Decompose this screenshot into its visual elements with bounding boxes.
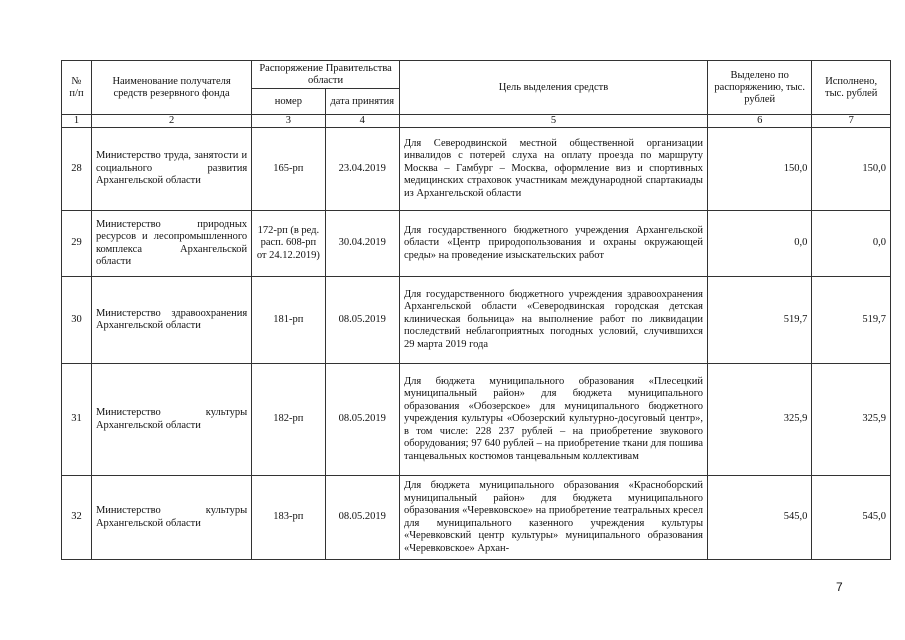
row-purpose: Для бюджета муниципального образования «Красноборский муниципальный район» для бюджета муниципального образования «Черевковское» на приобретение театральных кресел для муниципального казенного учреждения культуры «Черевковский центр культуры» муниципального образования «Черевковское» Архан- (399, 476, 707, 560)
row-order-number: 165-рп (252, 128, 325, 211)
row-purpose: Для государственного бюджетного учреждения Архангельской области «Центр природопользования и охраны окружающей среды» на проведение изыскательских работ (399, 211, 707, 277)
row-order-number: 181-рп (252, 277, 325, 364)
row-recipient: Министерство культуры Архангельской области (91, 364, 251, 476)
row-order-date: 08.05.2019 (325, 277, 399, 364)
row-purpose: Для государственного бюджетного учреждения здравоохранения Архангельской области «Северодвинская городская детская клиническая больница» на выполнение работ по ликвидации последствий неблагоприятных погодных условий, случившихся 29 марта 2019 года (399, 277, 707, 364)
row-num: 30 (62, 277, 92, 364)
header-order-group: Распоряжение Правительства области (252, 61, 400, 89)
row-executed: 150,0 (812, 128, 891, 211)
row-purpose: Для Северодвинской местной общественной организации инвалидов с потерей слуха на оплату проезда по маршруту Москва – Гамбург – Москва, оформление виз и спортивных медицинских страховок участникам международной спартакиады из Архангельской области (399, 128, 707, 211)
header-order-number: номер (252, 89, 325, 115)
column-number: 3 (252, 115, 325, 128)
row-allocated: 545,0 (708, 476, 812, 560)
row-allocated: 519,7 (708, 277, 812, 364)
table-row (62, 211, 891, 277)
row-recipient: Министерство труда, занятости и социального развития Архангельской области (91, 128, 251, 211)
header-purpose: Цель выделения средств (399, 61, 707, 115)
table-row (62, 476, 891, 560)
row-executed: 0,0 (812, 211, 891, 277)
column-number: 7 (812, 115, 891, 128)
row-num: 29 (62, 211, 92, 277)
header-num: № п/п (62, 61, 92, 115)
row-num: 28 (62, 128, 92, 211)
header-allocated: Выделено по распоряжению, тыс. рублей (708, 61, 812, 115)
table-row (62, 364, 891, 476)
header-recipient: Наименование получателя средств резервного фонда (91, 61, 251, 115)
row-num: 31 (62, 364, 92, 476)
column-number: 6 (708, 115, 812, 128)
row-executed: 545,0 (812, 476, 891, 560)
row-purpose: Для бюджета муниципального образования «Плесецкий муниципальный район» для бюджета муниципального образования «Обозерское» для муниципального бюджетного учреждения культуры «Обозерский культурно-досуговый центр», в том числе: 228 237 рублей – на приобретение звукового оборудования; 97 640 рублей – на приобретение ткани для пошива танцевальных костюмов танцевальным коллективам (399, 364, 707, 476)
row-order-number: 172-рп (в ред. расп. 608-рп от 24.12.2019) (252, 211, 325, 277)
page-number: 7 (836, 580, 843, 594)
column-number: 5 (399, 115, 707, 128)
row-order-date: 08.05.2019 (325, 364, 399, 476)
row-recipient: Министерство культуры Архангельской области (91, 476, 251, 560)
table-row (62, 128, 891, 211)
row-executed: 325,9 (812, 364, 891, 476)
table-row (62, 277, 891, 364)
row-order-date: 08.05.2019 (325, 476, 399, 560)
row-order-date: 30.04.2019 (325, 211, 399, 277)
row-executed: 519,7 (812, 277, 891, 364)
header-executed: Исполнено, тыс. рублей (812, 61, 891, 115)
header-order-date: дата принятия (325, 89, 399, 115)
row-recipient: Министерство природных ресурсов и лесопромышленного комплекса Архангельской области (91, 211, 251, 277)
reserve-fund-table (61, 60, 891, 560)
row-order-number: 182-рп (252, 364, 325, 476)
column-number: 2 (91, 115, 251, 128)
row-allocated: 0,0 (708, 211, 812, 277)
row-order-number: 183-рп (252, 476, 325, 560)
row-recipient: Министерство здравоохранения Архангельской области (91, 277, 251, 364)
row-order-date: 23.04.2019 (325, 128, 399, 211)
row-allocated: 150,0 (708, 128, 812, 211)
row-allocated: 325,9 (708, 364, 812, 476)
column-number: 1 (62, 115, 92, 128)
row-num: 32 (62, 476, 92, 560)
column-number: 4 (325, 115, 399, 128)
